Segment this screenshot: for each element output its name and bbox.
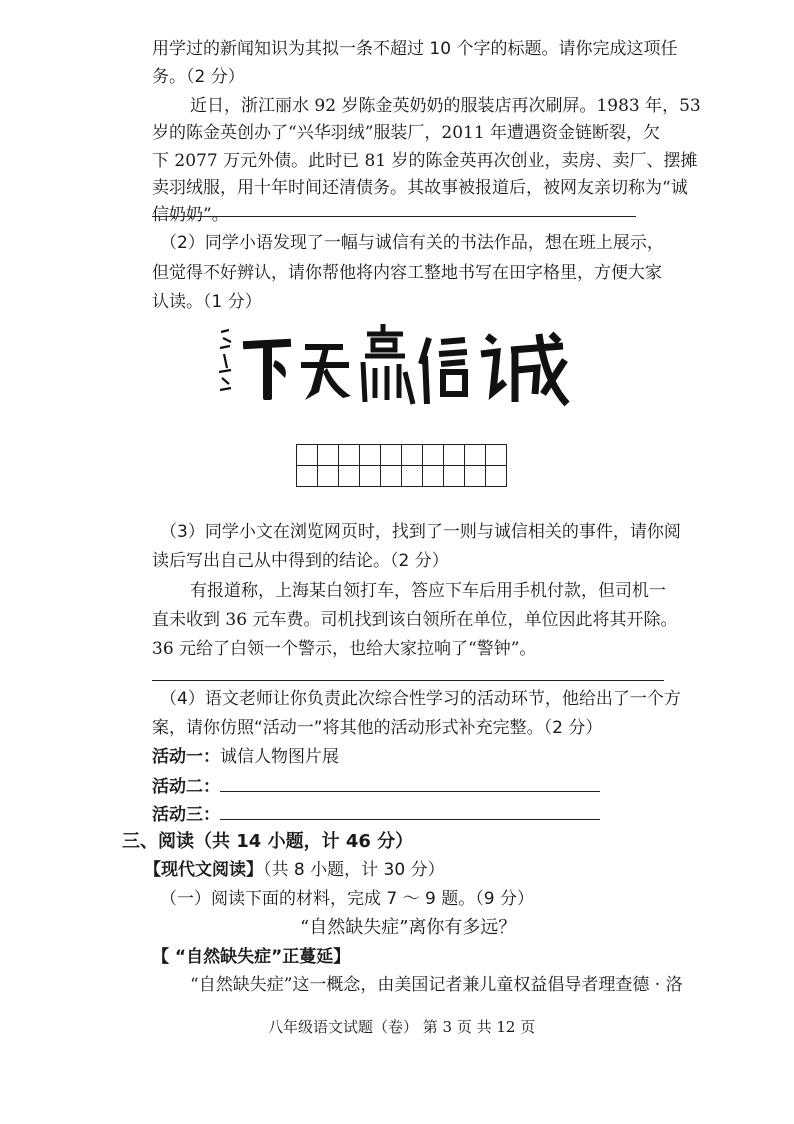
grid-cell[interactable] <box>360 445 381 466</box>
grid-cell[interactable] <box>465 445 486 466</box>
sub-heading <box>144 857 445 883</box>
grid-cell[interactable] <box>318 445 339 466</box>
grid-row <box>297 445 507 466</box>
grid-cell[interactable] <box>381 466 402 487</box>
question-2-text: 认读。（1 分） <box>152 292 262 312</box>
calligraphy-char <box>481 334 567 404</box>
calligraphy-char <box>363 324 413 404</box>
question-3-text: （3）同学小文在浏览网页时，找到了一则与诚信相关的事件，请你阅 <box>160 522 681 542</box>
grid-cell[interactable] <box>423 445 444 466</box>
calligraphy-char <box>421 338 467 404</box>
grid-cell[interactable] <box>339 466 360 487</box>
grid-cell[interactable] <box>444 466 465 487</box>
grid-cell[interactable] <box>423 466 444 487</box>
activity-label: 活动三： <box>152 805 220 825</box>
answer-line[interactable] <box>152 680 664 681</box>
activity-1 <box>152 744 339 770</box>
answer-blank[interactable] <box>220 777 600 792</box>
part-instruction: （一）阅读下面的材料，完成 7 ～ 9 题。（9 分） <box>160 889 534 909</box>
answer-blank[interactable] <box>220 805 600 820</box>
question-4-text: 案，请你仿照“活动一”将其他的活动形式补充完整。（2 分） <box>152 718 603 738</box>
activity-2 <box>152 774 600 800</box>
news-paragraph-line: 下 2077 万元外债。此时已 81 岁的陈金英再次创业，卖房、卖厂、摆摊 <box>152 151 698 171</box>
activity-value: 诚信人物图片展 <box>220 747 339 767</box>
activity-label: 活动一： <box>152 747 220 767</box>
activity-3 <box>152 802 600 828</box>
question-2-text: （2）同学小语发现了一幅与诚信有关的书法作品，想在班上展示， <box>160 233 664 253</box>
page-footer: 八年级语文试题（卷） 第 3 页 共 12 页 <box>268 1018 536 1036</box>
calligraphy-image <box>215 320 575 410</box>
news-paragraph-line: 卖羽绒服，用十年时间还清债务。其故事被报道后，被网友亲切称为“诚 <box>152 178 688 198</box>
question-2-text: 但觉得不好辨认，请你帮他将内容工整地书写在田字格里，方便大家 <box>152 263 662 283</box>
news-paragraph-line: 信奶奶”。 <box>152 205 229 225</box>
activity-label: 活动二： <box>152 777 220 797</box>
sub-heading-title: 【现代文阅读】 <box>144 860 263 880</box>
grid-cell[interactable] <box>486 445 507 466</box>
grid-cell[interactable] <box>297 466 318 487</box>
news-paragraph-line: 近日，浙江丽水 92 岁陈金英奶奶的服装店再次刷屏。1983 年，53 <box>190 96 701 116</box>
grid-cell[interactable] <box>486 466 507 487</box>
article-first-line: “自然缺失症”这一概念，由美国记者兼儿童权益倡导者理查德 · 洛 <box>190 975 683 995</box>
article-title: “自然缺失症”离你有多远？ <box>300 917 517 938</box>
grid-cell[interactable] <box>402 466 423 487</box>
section-heading: 三、阅读（共 14 小题，计 46 分） <box>122 831 414 852</box>
story-line: 有报道称，上海某白领打车，答应下车后用手机付款，但司机一 <box>190 581 666 601</box>
seal-signature-icon <box>219 330 231 390</box>
grid-cell[interactable] <box>402 445 423 466</box>
answer-line[interactable] <box>152 216 636 217</box>
grid-cell[interactable] <box>381 445 402 466</box>
task-line: 用学过的新闻知识为其拟一条不超过 10 个字的标题。请你完成这项任 <box>152 39 678 59</box>
grid-cell[interactable] <box>444 445 465 466</box>
calligraphy-char <box>301 344 351 400</box>
grid-cell[interactable] <box>360 466 381 487</box>
grid-cell[interactable] <box>297 445 318 466</box>
question-3-text: 读后写出自己从中得到的结论。（2 分） <box>152 551 449 571</box>
story-line: 36 元给了白领一个警示，也给大家拉响了“警钟”。 <box>152 639 537 659</box>
grid-cell[interactable] <box>465 466 486 487</box>
news-paragraph-line: 岁的陈金英创办了“兴华羽绒”服装厂，2011 年遭遇资金链断裂，欠 <box>152 123 661 143</box>
grid-cell[interactable] <box>318 466 339 487</box>
grid-cell[interactable] <box>339 445 360 466</box>
sub-heading-note: （共 8 小题，计 30 分） <box>263 860 445 880</box>
task-line: 务。（2 分） <box>152 67 245 87</box>
story-line: 直未收到 36 元车费。司机找到该白领所在单位，单位因此将其开除。 <box>152 610 678 630</box>
section-bracket-title: 【 “自然缺失症”正蔓延】 <box>152 947 351 967</box>
question-4-text: （4）语文老师让你负责此次综合性学习的活动环节，他给出了一个方 <box>160 689 681 709</box>
grid-row <box>297 466 507 487</box>
tianzige-grid[interactable] <box>296 444 507 487</box>
calligraphy-char <box>243 339 291 400</box>
